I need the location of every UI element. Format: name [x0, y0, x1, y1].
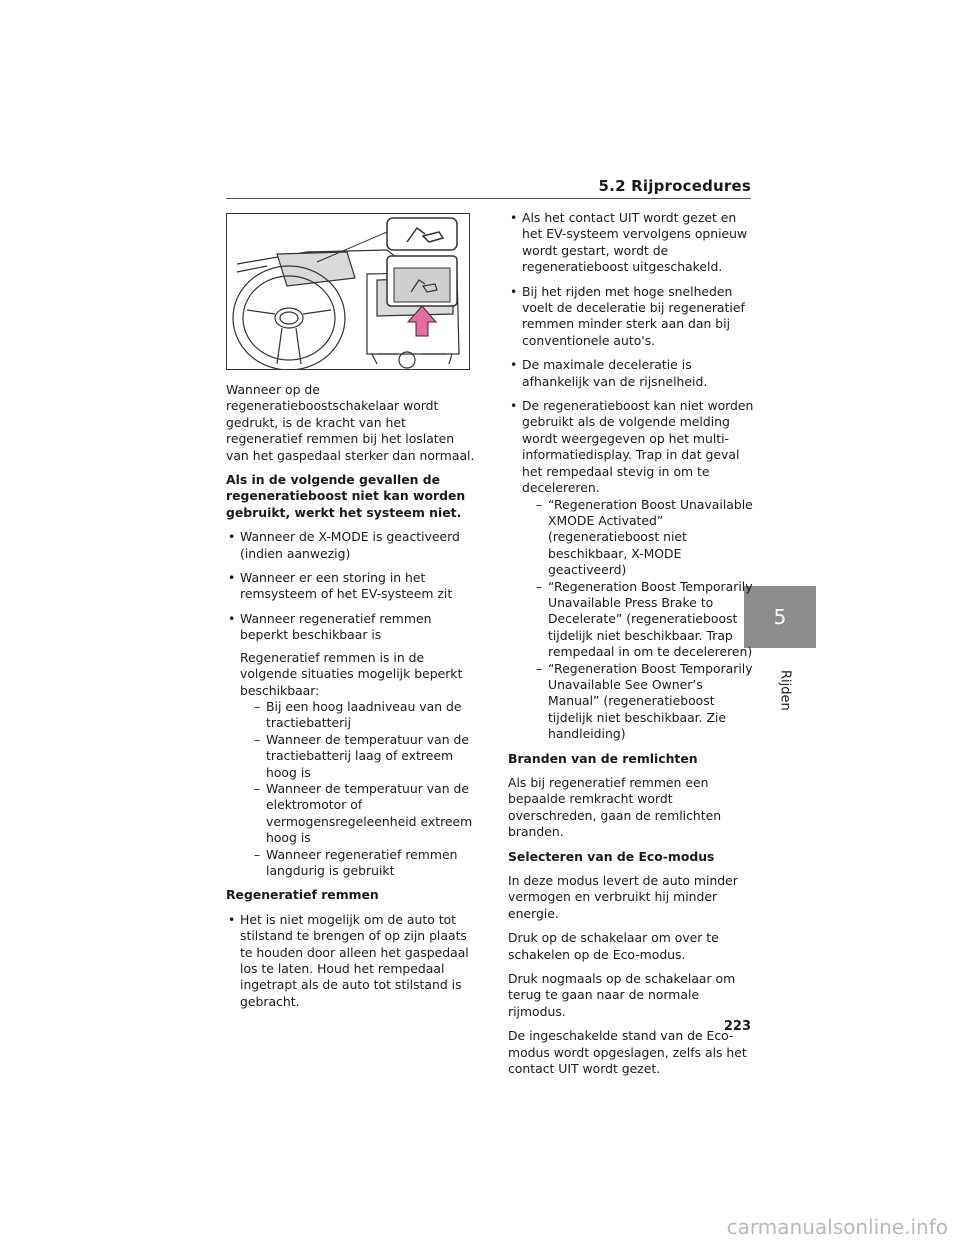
list-item: • De maximale deceleratie is afhankelijk van de rijsnelheid.: [508, 357, 758, 390]
dashboard-drawing: [227, 214, 470, 370]
chapter-label: Rijden: [777, 669, 793, 711]
eco-text: In deze modus levert de auto minder vermogen en verbruikt hij minder energie.: [508, 873, 738, 921]
list-item: • Wanneer er een storing in het remsysteem of het EV-systeem zit: [226, 570, 476, 603]
list-item: – Wanneer de temperatuur van de elektromotor of vermogensregeleenheid extreem hoog is: [240, 781, 476, 847]
list-item: • Het is niet mogelijk om de auto tot stilstand te brengen of op zijn plaats te houden door alleen het gaspedaal los te laten. Houd het rempedaal ingetrapt als de auto tot stilstand is gebracht.: [226, 912, 476, 1010]
heading-brake-lights: Branden van de remlichten: [508, 750, 698, 766]
limited-list: [240, 699, 476, 879]
brake-lights-text: Als bij regeneratief remmen een bepaalde remkracht wordt overschreden, gaan de remlichten branden.: [508, 775, 722, 840]
limited-note: Regeneratief remmen is in de volgende situaties mogelijk beperkt beschikbaar:: [240, 649, 463, 698]
eco-text: Druk op de schakelaar om over te schakelen op de Eco-modus.: [508, 930, 719, 962]
list-item: • De regeneratieboost kan niet worden gebruikt als de volgende melding wordt weergegeven op het multi-informatiedisplay. Trap in dat geval het rempedaal stevig in om te decelereren. – “Regeneration Boost Unavailable XMODE Activated” (regeneratieboost niet beschikbaar, X-MODE geactiveerd) – “Regeneration Boost Temporarily Unavailable Press Brake to Decelerate” (regeneratieboost tijdelijk niet beschikbaar. Trap rempedaal in om te decelereren) – “Regeneration Boost Temporarily Unavailable See Owner’s Manual” (regeneratieboost tijdelijk niet beschikbaar. Zie handleiding): [508, 398, 758, 743]
right-column: [508, 210, 758, 1086]
message-list: [522, 497, 758, 743]
heading-eco: Selecteren van de Eco-modus: [508, 848, 715, 864]
list-item: – Wanneer regeneratief remmen langdurig is gebruikt: [240, 847, 476, 880]
list-item: – Wanneer de temperatuur van de tractiebatterij laag of extreem hoog is: [240, 732, 476, 781]
chapter-number: 5: [773, 605, 787, 629]
heading-regen: Regeneratief remmen: [226, 887, 379, 903]
list-item: – “Regeneration Boost Temporarily Unavailable See Owner’s Manual” (regeneratieboost tijdelijk niet beschikbaar. Zie handleiding): [522, 661, 758, 743]
list-item: • Wanneer de X-MODE is geactiveerd (indien aanwezig): [226, 529, 476, 562]
list-item: • Als het contact UIT wordt gezet en het EV-systeem vervolgens opnieuw wordt gestart, wordt de regeneratieboost uitgeschakeld.: [508, 210, 758, 276]
list-item: – Bij een hoog laadniveau van de tractiebatterij: [240, 699, 476, 732]
heading-not-working: Als in de volgende gevallen de regeneratieboost niet kan worden gebruikt, werkt het systeem niet.: [226, 472, 466, 520]
header-divider: [226, 198, 751, 199]
list-item: • Bij het rijden met hoge snelheden voelt de deceleratie bij regeneratief remmen minder sterk aan dan bij conventionele auto's.: [508, 284, 758, 350]
eco-text: Druk nogmaals op de schakelaar om terug te gaan naar de normale rijmodus.: [508, 971, 736, 1019]
page-number: 223: [723, 1019, 751, 1034]
eco-text: De ingeschakelde stand van de Eco-modus wordt opgeslagen, zelfs als het contact UIT wordt gezet.: [508, 1028, 747, 1077]
list-item: – “Regeneration Boost Unavailable XMODE Activated” (regeneratieboost niet beschikbaar, X-MODE geactiveerd): [522, 497, 758, 579]
intro-text: Wanneer op de regeneratieboostschakelaar wordt gedrukt, is de kracht van het regeneratief remmen bij het loslaten van het gaspedaal sterker dan normaal.: [226, 382, 475, 463]
left-column: [226, 382, 476, 1018]
dashboard-illustration: [226, 213, 470, 370]
list-item: – “Regeneration Boost Temporarily Unavailable Press Brake to Decelerate” (regeneratieboost tijdelijk niet beschikbaar. Trap rempedaal in om te decelereren): [522, 579, 758, 661]
list-item: • Wanneer regeneratief remmen beperkt beschikbaar is Regeneratief remmen is in de volgende situaties mogelijk beperkt beschikbaar: – Bij een hoog laadniveau van de tractiebatterij – Wanneer de temperatuur van de tractiebatterij laag of extreem hoog is – Wanneer de temperatuur van de elektromotor of vermogensregeleenheid extreem hoog is – Wanneer regeneratief remmen langdurig is gebruikt: [226, 611, 476, 880]
section-title: 5.2 Rijprocedures: [598, 177, 751, 195]
watermark[interactable]: carmanualsonline.info: [726, 1215, 948, 1239]
